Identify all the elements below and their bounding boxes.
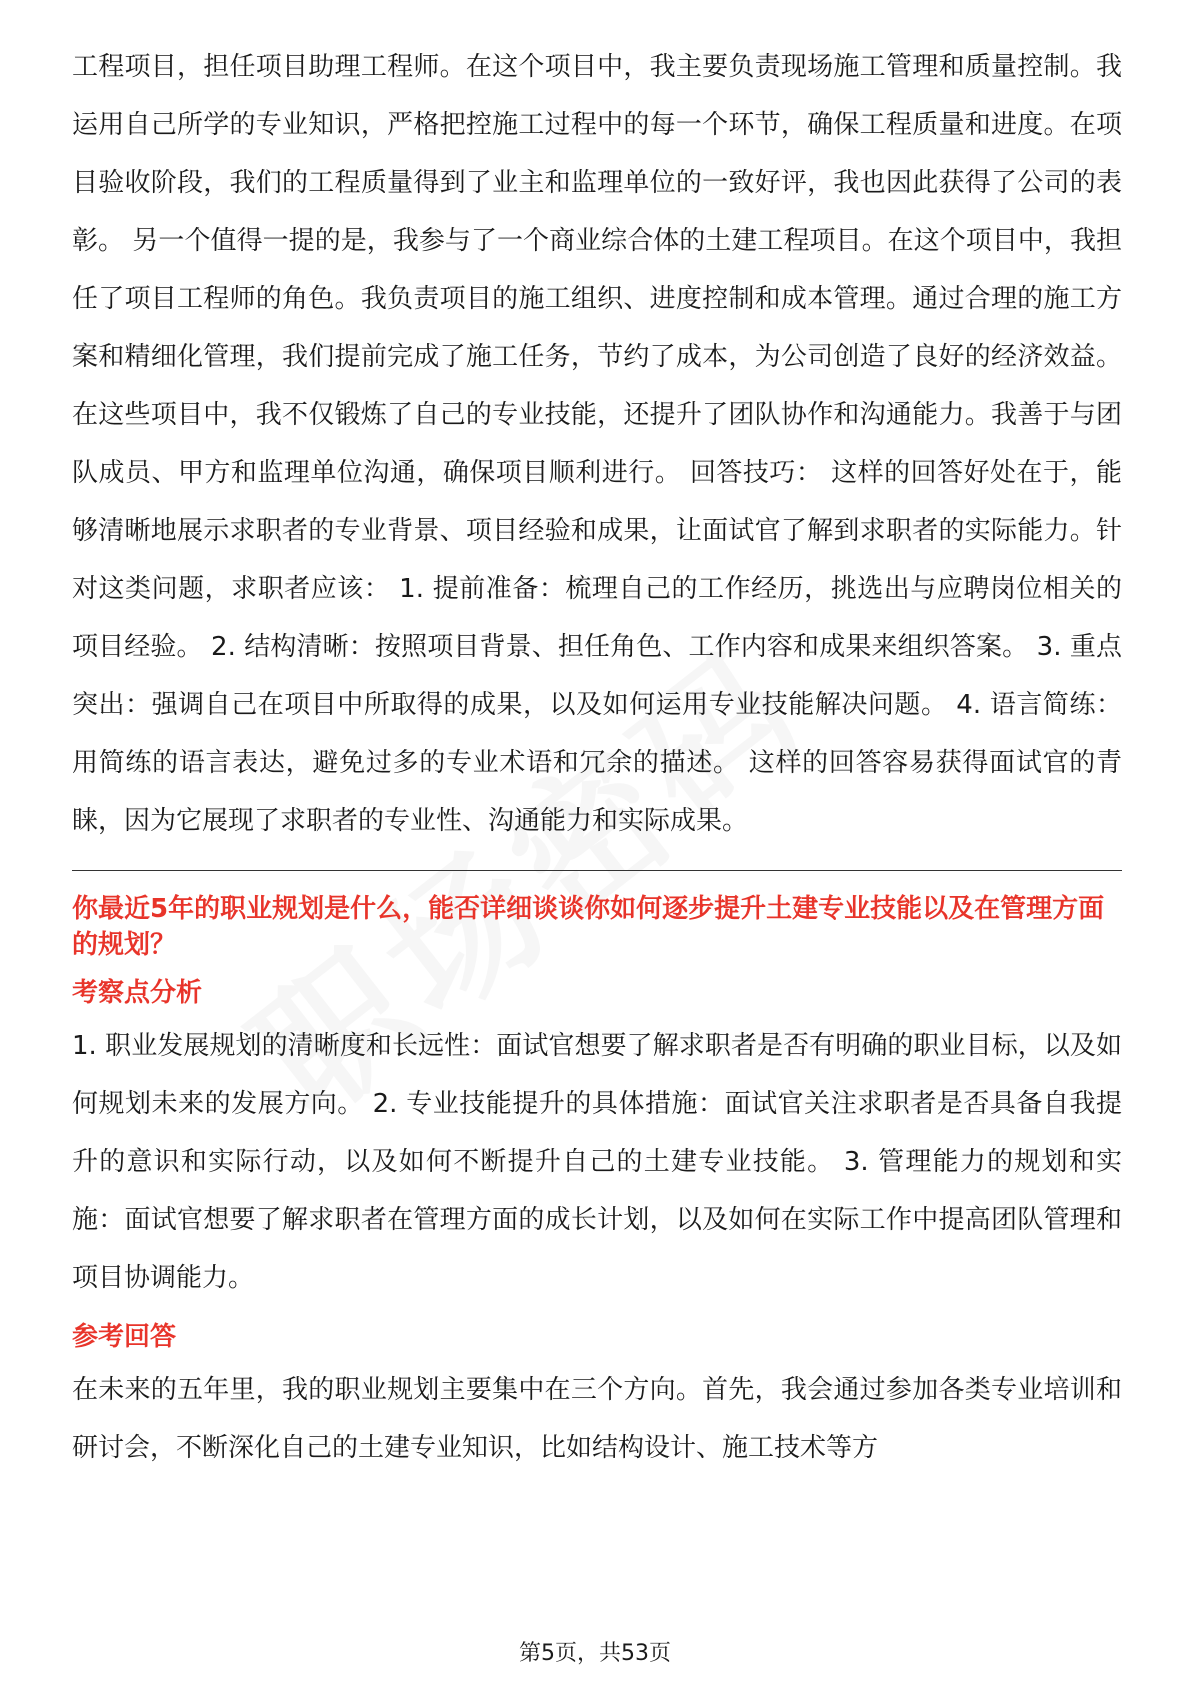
question-heading: 你最近5年的职业规划是什么，能否详细谈谈你如何逐步提升土建专业技能以及在管理方面的规划？ [72,894,1105,960]
document-page [72,38,1122,1477]
analysis-paragraph: 1. 职业发展规划的清晰度和长远性：面试官想要了解求职者是否有明确的职业目标，以及如何规划未来的发展方向。 2. 专业技能提升的具体措施：面试官关注求职者是否具备自我提升的意识和实际行动，以及如何不断提升自己的土建专业技能。 3. 管理能力的规划和实施：面试官想要了解求职者在管理方面的成长计划，以及如何在实际工作中提高团队管理和项目协调能力。 [72,1031,1122,1293]
page-number: 第5页，共53页 [519,1641,671,1666]
reference-paragraph: 在未来的五年里，我的职业规划主要集中在三个方向。首先，我会通过参加各类专业培训和研讨会，不断深化自己的土建专业知识，比如结构设计、施工技术等方 [72,1375,1122,1463]
intro-paragraph: 工程项目，担任项目助理工程师。在这个项目中，我主要负责现场施工管理和质量控制。我运用自己所学的专业知识，严格把控施工过程中的每一个环节，确保工程质量和进度。在项目验收阶段，我们的工程质量得到了业主和监理单位的一致好评，我也因此获得了公司的表彰。 另一个值得一提的是，我参与了一个商业综合体的土建工程项目。在这个项目中，我担任了项目工程师的角色。我负责项目的施工组织、进度控制和成本管理。通过合理的施工方案和精细化管理，我们提前完成了施工任务，节约了成本，为公司创造了良好的经济效益。 在这些项目中，我不仅锻炼了自己的专业技能，还提升了团队协作和沟通能力。我善于与团队成员、甲方和监理单位沟通，确保项目顺利进行。 回答技巧： 这样的回答好处在于，能够清晰地展示求职者的专业背景、项目经验和成果，让面试官了解到求职者的实际能力。针对这类问题，求职者应该： 1. 提前准备：梳理自己的工作经历，挑选出与应聘岗位相关的项目经验。 2. 结构清晰：按照项目背景、担任角色、工作内容和成果来组织答案。 3. 重点突出：强调自己在项目中所取得的成果，以及如何运用专业技能解决问题。 4. 语言简练：用简练的语言表达，避免过多的专业术语和冗余的描述。 这样的回答容易获得面试官的青睐，因为它展现了求职者的专业性、沟通能力和实际成果。 [72,52,1122,836]
section-divider [72,870,1122,871]
reference-title: 参考回答 [72,1322,177,1352]
analysis-title: 考察点分析 [72,978,203,1008]
